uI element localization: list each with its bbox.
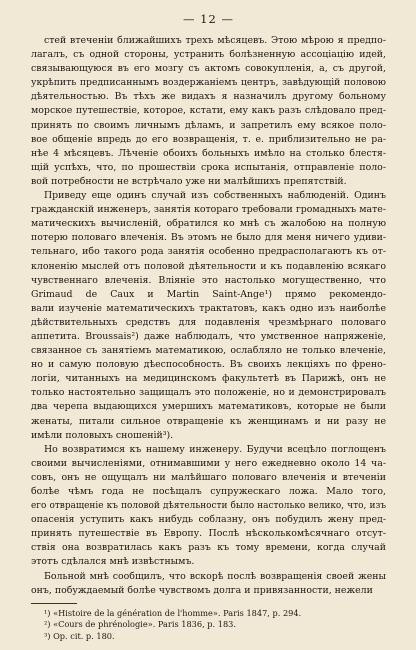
paragraph-line: связанное съ занятіемъ математикою, ослабляло не только влеченіе, [31,345,386,357]
paragraph-line: вой потребности не встрѣчало уже ни малѣйшихъ препятствій. [31,175,347,187]
paragraph-line: совъ, онъ не ощущалъ ни малѣйшаго половаго влеченія и втеченіи [31,471,386,483]
paragraph-line: потерю половаго влеченія. Въ этомъ не было для меня ничего удиви- [31,232,386,244]
paragraph-line: онъ, побуждаемый болѣе чувствомъ долга и привязанности, нежели [31,584,373,596]
paragraph-line: гражданскій инженеръ, занятія котораго требовали громадныхъ мате- [31,204,386,216]
paragraph-line: тельнаго, ибо такого рода занятія особенно предрасполагаютъ къ от- [31,246,386,258]
paragraph-line: Больной мнѣ сообщилъ, что вскорѣ послѣ возвращенія своей жены [44,570,386,582]
paragraph-line: своими вычисленіями, отнимавшими у него ежедневно около 14 ча- [31,457,386,469]
paragraph-line: стей втеченіи ближайшихъ трехъ мѣсяцевъ. Этою мѣрою я предпо- [44,35,386,46]
paragraph-line: дѣятельностью. Въ тѣхъ же видахъ я назначилъ другому больному [31,91,386,103]
paragraph-line: его отвращеніе къ половой дѣятельности было настолько велико, что, изъ [31,501,386,512]
paragraph-line: аппетита. Broussais²) даже наблюдалъ, что умственное напряженіе, [31,330,386,342]
paragraph-line: но и самую половую дѣеспособность. Въ своихъ лекціяхъ по френо- [31,359,386,371]
paragraph-line: дѣйствительныхъ средствъ для подавленія чрезмѣрнаго половаго [31,316,386,328]
paragraph-line: болѣе чѣмъ года не посѣщалъ супружескаго ложа. Мало того, [31,486,386,497]
paragraph-line: Grimaud de Caux и Martin Saint-Ange¹) прямо рекомендо- [31,288,386,300]
paragraph-line: логіи, читанныхъ на медицинскомъ факультетѣ въ Парижѣ, онъ не [31,373,386,385]
paragraph-line: опасенія уступить какъ нибудь соблазну, онъ побудилъ жену пред- [31,514,386,526]
paragraph-line: морское путешествіе, которое, кстати, ему какъ разъ слѣдовало пред- [31,105,386,117]
page-number-header: — 12 — [183,12,234,26]
paragraph-line: укрѣпить предписаннымъ воздержаніемъ центръ, завѣдующій половою [31,77,386,89]
paragraph-line: связывающуюся въ его мозгу съ актомъ совокупленія, а, съ другой, [31,63,386,75]
body-text [31,34,386,598]
paragraph-line: ствія она возвратилась какъ разъ къ тому времени, когда случай [31,542,386,554]
paragraph-line: вали изученіе математическихъ трактатовъ, какъ одно изъ наиболѣе [31,302,386,314]
footnotes [31,608,386,643]
paragraph-line: чувственнаго влеченія. Вліяніе это настолько могущественно, что [31,274,386,286]
paragraph-line: щій успѣхъ, что, по прошествіи срока испытанія, отправленіе поло- [31,161,386,173]
paragraph-line: Приведу еще одинъ случай изъ собственныхъ наблюденій. Одинъ [44,190,386,202]
paragraph-line: принять путешествіе въ Европу. Послѣ нѣсколькомѣсячнаго отсут- [31,528,386,540]
footnote-1: ¹) «Histoire de la génération de l'homme». Paris 1847, p. 294. [44,607,302,618]
paragraph-line: лагалъ, съ одной стороны, устранить болѣзненную ассоціацію идей, [31,49,386,61]
paragraph-line: нѣе 4 мѣсяцевъ. Лѣченіе обоихъ больныхъ имѣло на столько блестя- [31,147,386,159]
paragraph-line: Но возвратимся къ нашему инженеру. Будучи всецѣло поглощенъ [44,443,386,455]
paragraph-line: только настоятельно защищалъ это положеніе, но и демонстрировалъ [31,387,386,399]
paragraph-line: этотъ сдѣлался мнѣ извѣстнымъ. [31,556,195,568]
footnote-2: ²) «Cours de phrénologie». Paris 1836, p. 183. [44,619,236,630]
paragraph-line: женаты, питали сильное отвращеніе къ женщинамъ и ни разу не [31,415,386,427]
paragraph-line: два черепа выдающихся умершихъ математиковъ, которые не были [31,401,386,413]
paragraph-line: принять по своимъ личнымъ дѣламъ, и запретилъ ему всякое поло- [31,119,386,131]
footnote-3: ³) Op. cit. p. 180. [44,630,115,641]
paragraph-line: имѣли половыхъ сношеній³). [31,429,174,441]
paragraph-line: вое общеніе впредь до его возвращенія, т. е. приблизительно не ра- [31,133,386,145]
footnote-separator [31,603,77,604]
paragraph-line: матическихъ вычисленій, обратился ко мнѣ съ жалобою на полную [31,218,386,230]
paragraph-line: клоненію мыслей отъ половой дѣятельности и къ подавленію всякаго [31,260,386,272]
